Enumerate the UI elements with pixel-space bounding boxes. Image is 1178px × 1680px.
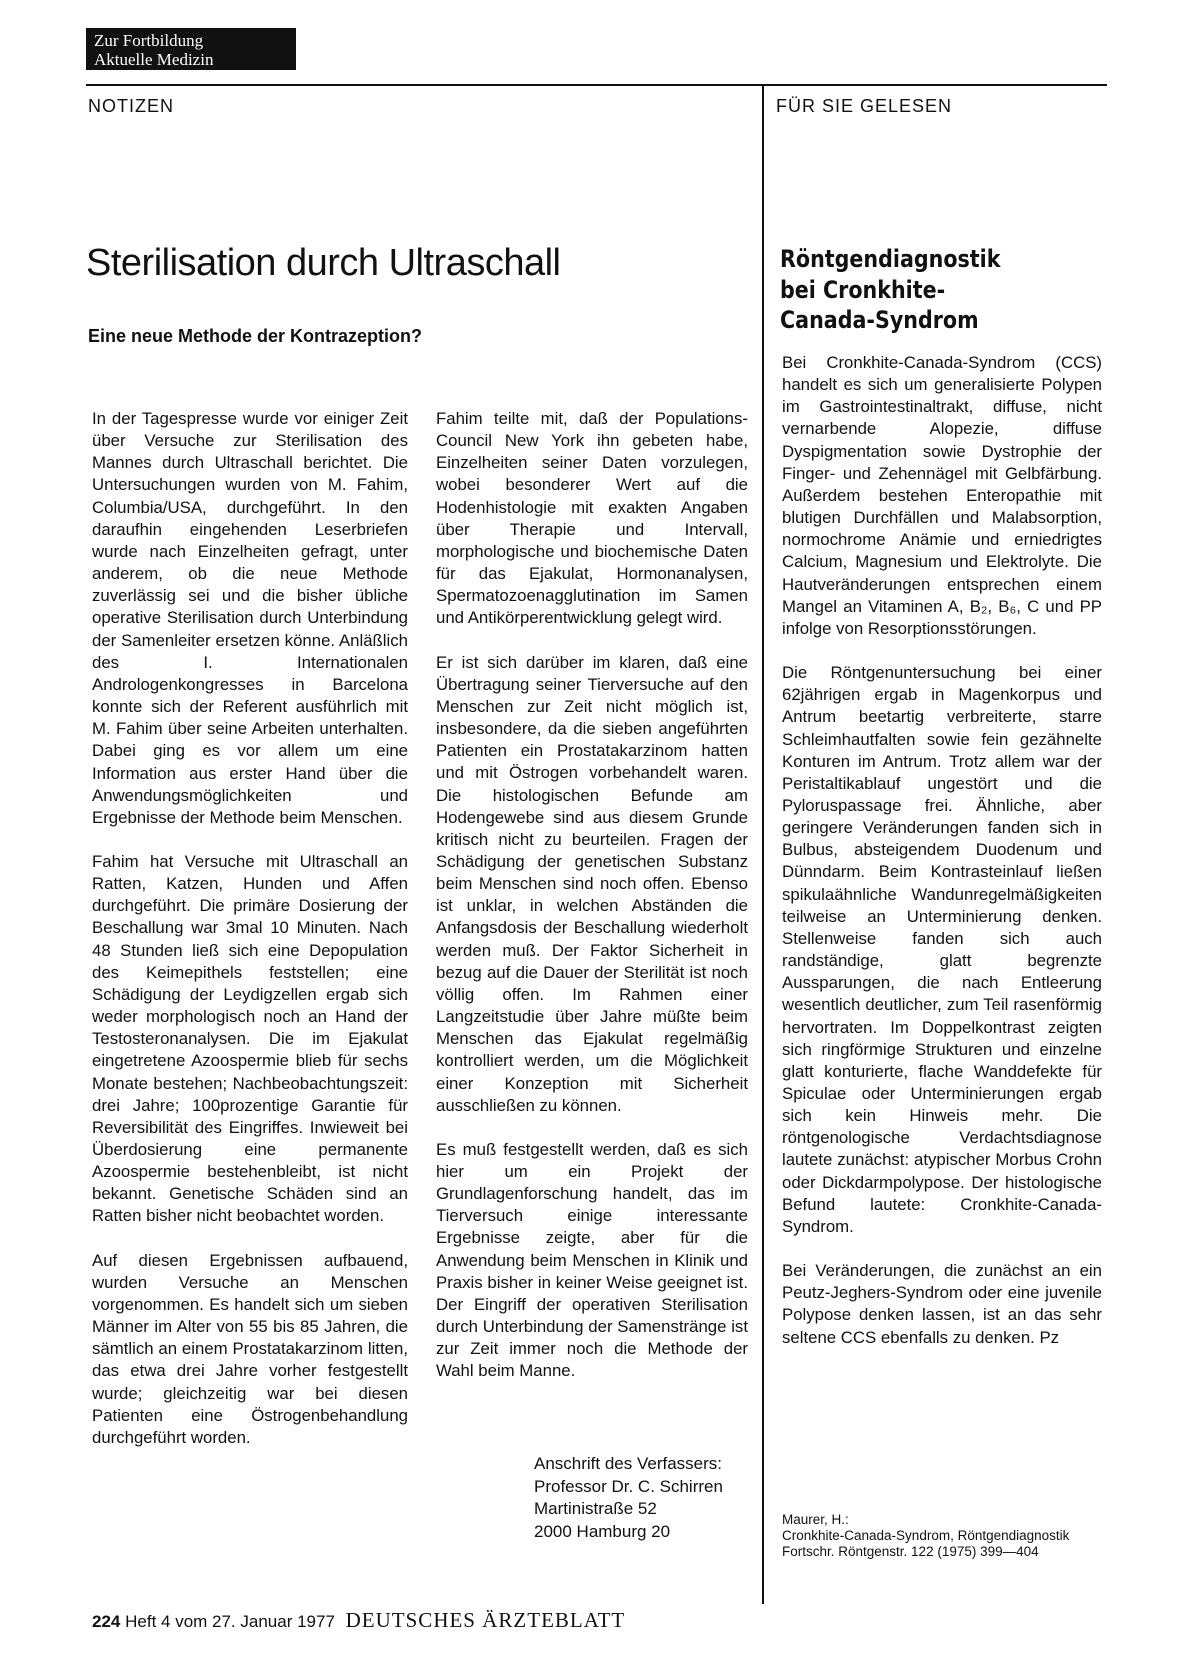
column-divider [762, 84, 764, 1604]
badge-line-1: Zur Fortbildung [94, 31, 204, 50]
paragraph: In der Tagespresse wurde vor einiger Zeit über Versuche zur Sterilisation des Mannes durch Ultraschall berichtet. Die Untersuchungen wurden von M. Fahim, Columbia/USA, durchgeführt. In den daraufhin eingehenden Leserbriefen wurde nach Einzelheiten gefragt, unter anderem, ob die neue Methode zuverlässig sei und die bisher übliche operative Sterilisation durch Unterbindung der Samenleiter ersetzen könne. Anläßlich des I. Internationalen Andrologenkongresses in Barcelona konnte sich der Referent ausführlich mit M. Fahim über seine Arbeiten unterhalten. Dabei ging es vor allem um eine Information aus erster Hand über die Anwendungsmöglichkeiten und Ergebnisse der Methode beim Menschen. [92, 409, 408, 827]
sidebar-title [780, 244, 1000, 336]
author-address [534, 1453, 723, 1543]
top-rule [86, 84, 1107, 86]
issue-info: Heft 4 vom 27. Januar 1977 [125, 1612, 335, 1631]
reference-title: Cronkhite-Canada-Syndrom, Röntgendiagnostik [782, 1528, 1070, 1543]
literature-reference [782, 1512, 1106, 1560]
reference-source: Fortschr. Röntgenstr. 122 (1975) 399—404 [782, 1544, 1039, 1559]
sidebar-title-line: Röntgendiagnostik [780, 245, 1001, 273]
section-label-left: NOTIZEN [88, 96, 174, 116]
sidebar-column [782, 352, 1102, 1371]
address-line: 2000 Hamburg 20 [534, 1521, 671, 1541]
journal-name: DEUTSCHES ÄRZTEBLATT [345, 1608, 626, 1632]
address-line: Professor Dr. C. Schirren [534, 1476, 723, 1496]
article-title: Sterilisation durch Ultraschall [86, 242, 561, 284]
badge-line-2: Aktuelle Medizin [94, 50, 214, 69]
reference-author: Maurer, H.: [782, 1512, 849, 1527]
section-badge [86, 28, 296, 70]
paragraph: Fahim teilte mit, daß der Populations-Council New York ihn gebeten habe, Einzelheiten seiner Daten vorzulegen, wobei besonderer Wert auf die Hodenhistologie mit exakten Angaben über Therapie und Intervall, morphologische und biochemische Daten für das Ejakulat, Hormonanalysen, Spermatozoenagglutination im Samen und Antikörperentwicklung gelegt wird. [436, 409, 748, 628]
paragraph: Auf diesen Ergebnissen aufbauend, wurden Versuche an Menschen vorgenommen. Es handelt sich um sieben Männer im Alter von 55 bis 85 Jahren, die sämtlich an einem Prostatakarzinom litten, das etwa drei Jahre vorher festgestellt wurde; gleichzeitig war bei diesen Patienten eine Östrogenbehandlung durchgeführt worden. [92, 1250, 408, 1447]
address-line: Martinistraße 52 [534, 1499, 657, 1518]
page-number: 224 [92, 1612, 121, 1631]
address-label: Anschrift des Verfassers: [534, 1454, 723, 1473]
article-subtitle: Eine neue Methode der Kontrazeption? [88, 326, 423, 346]
paragraph: Bei Cronkhite-Canada-Syndrom (CCS) handelt es sich um generalisierte Polypen im Gastrointestinaltrakt, diffuse, nicht vernarbende Alopezie, diffuse Dyspigmentation sowie Dystrophie der Finger- und Zehennägel mit Gelbfärbung. Außerdem bestehen Enteropathie mit blutigen Durchfällen und Malabsorption, normochrome Anämie und erniedrigtes Calcium, Magnesium und Elektrolyte. Die Hautveränderungen entsprechen einem Mangel an Vitaminen A, B₂, B₆, C und PP infolge von Resorptionsstörungen. [782, 353, 1102, 638]
section-label-right: FÜR SIE GELESEN [776, 96, 953, 116]
paragraph: Er ist sich darüber im klaren, daß eine Übertragung seiner Tierversuche auf den Menschen zur Zeit nicht möglich ist, insbesondere, da die sieben angeführten Patienten ein Prostatakarzinom hatten und mit Östrogen vorbehandelt waren. Die histologischen Befunde am Hodengewebe sind aus diesem Grunde kritisch nicht zu beurteilen. Fragen der Schädigung der genetischen Substanz beim Menschen sind noch offen. Ebenso ist unklar, in welchen Abständen die Anfangsdosis der Beschallung wiederholt werden muß. Der Faktor Sicherheit in bezug auf die Dauer der Sterilität ist noch völlig offen. Im Rahmen einer Langzeitstudie über Jahre müßte beim Menschen das Ejakulat regelmäßig kontrolliert werden, um die Möglichkeit einer Konzeption mit Sicherheit ausschließen zu können. [436, 652, 748, 1115]
page-footer [92, 1608, 625, 1633]
article-column-1 [92, 408, 408, 1471]
paragraph: Die Röntgenuntersuchung bei einer 62jährigen ergab in Magenkorpus und Antrum beetartig verbreiterte, starre Schleimhautfalten sowie fein gezähnelte Konturen im Antrum. Trotz allem war der Peristaltikablauf ungestört und die Pyloruspassage frei. Ähnliche, aber geringere Veränderungen fanden sich in Bulbus, absteigendem Duodenum und Dünndarm. Beim Kontrasteinlauf ließen spikulaähnliche Wandunregelmäßigkeiten teilweise an Unterminierung denken. Stellenweise fanden sich auch randständige, glatt begrenzte Aussparungen, die nach Entleerung wesentlich deutlicher, zum Teil rasenförmig hervortraten. Im Doppelkontrast zeigten sich ringförmige Strukturen und einzelne glatt konturierte, flache Wanddefekte für Spiculae oder Unterminierungen ergab sich kein Hinweis mehr. Die röntgenologische Verdachtsdiagnose lautete zunächst: atypischer Morbus Crohn oder Dickdarmpolypose. Der histologische Befund lautete: Cronkhite-Canada-Syndrom. [782, 663, 1102, 1236]
sidebar-title-line: bei Cronkhite- [780, 275, 946, 304]
article-column-2 [436, 408, 748, 1405]
paragraph: Fahim hat Versuche mit Ultraschall an Ratten, Katzen, Hunden und Affen durchgeführt. Die primäre Dosierung der Beschallung war 3mal 10 Minuten. Nach 48 Stunden ließ sich eine Depopulation des Keimepithels feststellen; eine Schädigung der Leydigzellen ergab sich weder morphologisch noch an Hand der Testosteronanalysen. Die im Ejakulat eingetretene Azoospermie blieb für sechs Monate bestehen; Nachbeobachtungszeit: drei Jahre; 100prozentige Garantie für Reversibilität des Eingriffes. Inwieweit bei Überdosierung eine permanente Azoospermie bestehenbleibt, ist nicht bekannt. Genetische Schäden sind an Ratten bisher nicht beobachtet worden. [92, 851, 408, 1226]
paragraph: Es muß festgestellt werden, daß es sich hier um ein Projekt der Grundlagenforschung handelt, das im Tierversuch einige interessante Ergebnisse zeigte, aber für die Anwendung beim Menschen in Klinik und Praxis bisher in keiner Weise geeignet ist. Der Eingriff der operativen Sterilisation durch Unterbindung der Samenstränge ist zur Zeit immer noch die Methode der Wahl beim Manne. [436, 1139, 748, 1381]
sidebar-title-line: Canada-Syndrom [780, 306, 979, 334]
paragraph: Bei Veränderungen, die zunächst an ein Peutz-Jeghers-Syndrom oder eine juvenile Polypose denken lassen, ist an das sehr seltene CCS ebenfalls zu denken. Pz [782, 1261, 1102, 1347]
